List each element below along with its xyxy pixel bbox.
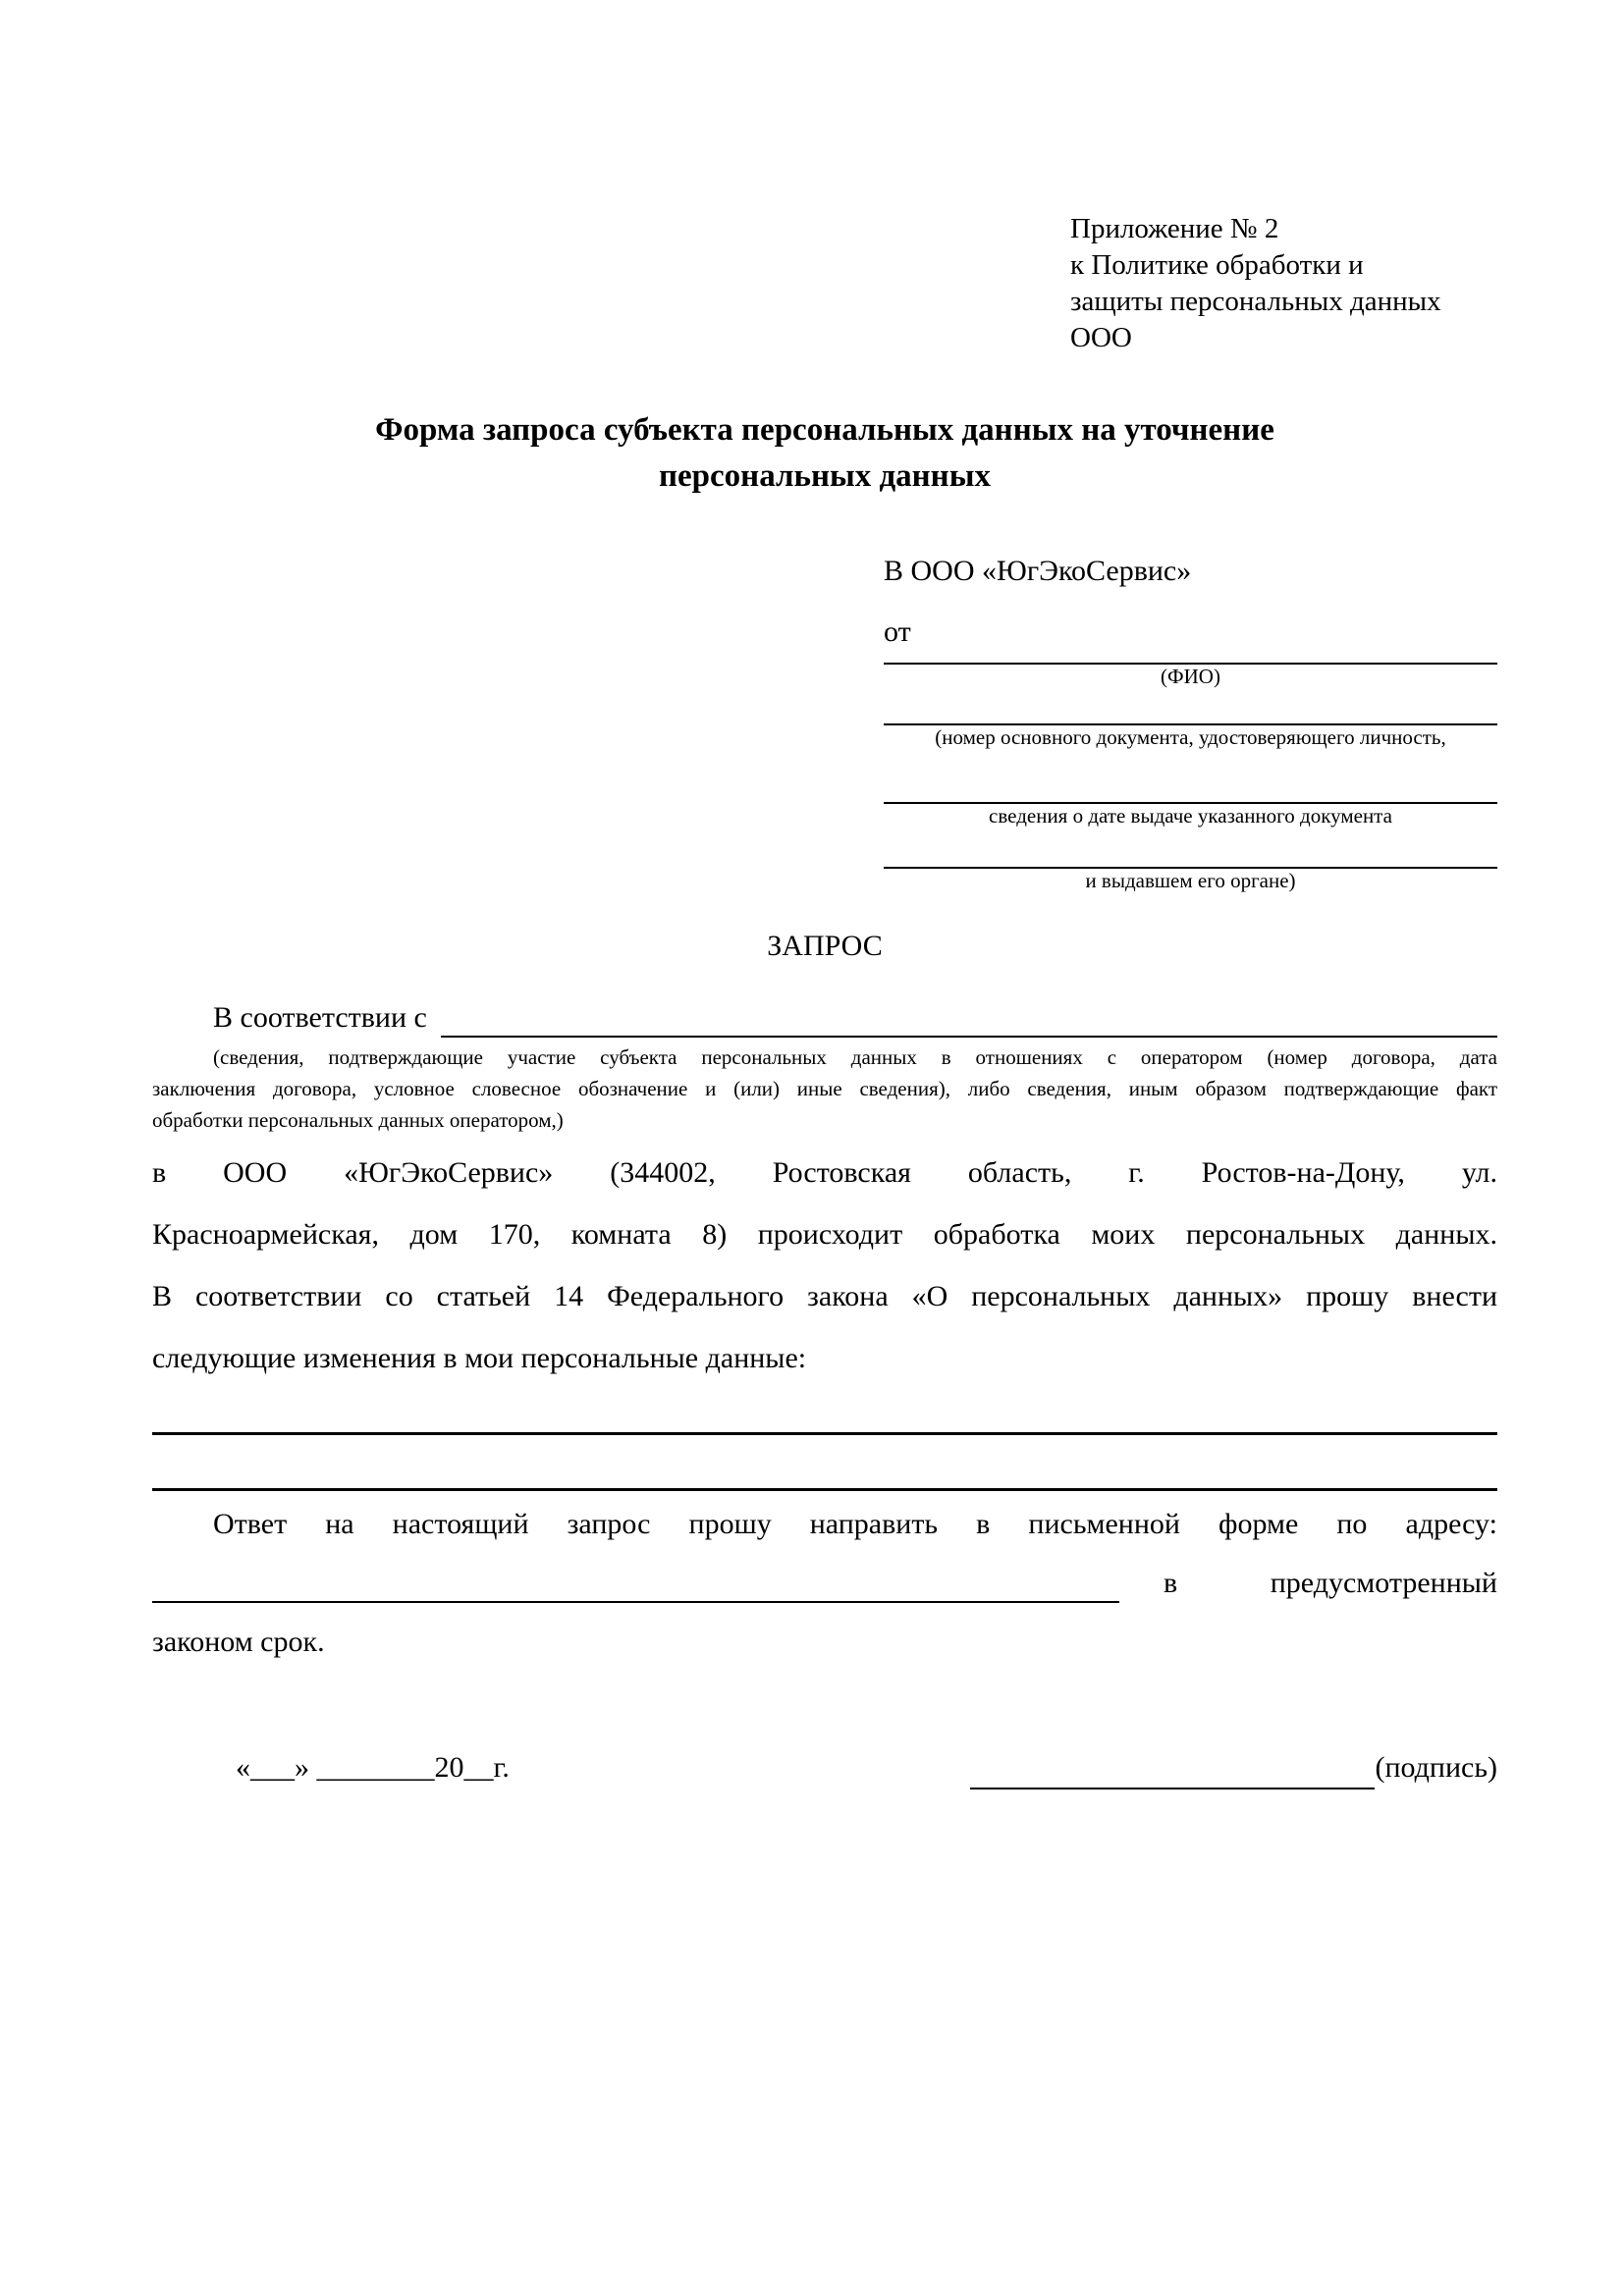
addressee-block bbox=[884, 541, 1497, 892]
footnote-line-3: обработки персональных данных оператором,) bbox=[152, 1108, 564, 1132]
appendix-note-line: Приложение № 2 bbox=[1070, 213, 1279, 244]
signature-blank-line[interactable] bbox=[970, 1748, 1375, 1789]
changes-blank-line-2[interactable] bbox=[152, 1435, 1497, 1491]
recipient-line: В ООО «ЮгЭкоСервис» bbox=[884, 555, 1192, 587]
title-line-1: Форма запроса субъекта персональных данных на уточнение bbox=[375, 412, 1274, 448]
appendix-note-line: ООО bbox=[1070, 322, 1132, 353]
appendix-note-line: к Политике обработки и bbox=[1070, 249, 1364, 281]
reply-address-blank-line[interactable] bbox=[152, 1554, 1119, 1603]
reply-paragraph bbox=[152, 1495, 1497, 1672]
title-line-2: персональных данных bbox=[659, 458, 991, 494]
issuing-authority-field bbox=[884, 867, 1497, 892]
request-body bbox=[152, 1142, 1497, 1389]
reply-line-1: Ответ на настоящий запрос прошу направить в письменной форме по адресу: bbox=[213, 1508, 1497, 1540]
document-title bbox=[152, 407, 1497, 500]
reply-word-in: в bbox=[1164, 1567, 1178, 1599]
accordance-prefix: В соответствии с bbox=[213, 1001, 427, 1034]
doc-number-field bbox=[884, 723, 1497, 749]
accordance-row bbox=[152, 998, 1497, 1038]
issuing-authority-caption: и выдавшем его органе) bbox=[1085, 869, 1296, 892]
signature-caption: (подпись) bbox=[1375, 1751, 1497, 1784]
doc-number-caption: (номер основного документа, удостоверяющего личность, bbox=[935, 725, 1446, 749]
reply-line-2 bbox=[152, 1554, 1497, 1613]
from-label: от bbox=[884, 615, 911, 648]
changes-blank-line-1[interactable] bbox=[152, 1389, 1497, 1435]
date-signature-row bbox=[152, 1731, 1497, 1789]
signature-area bbox=[970, 1746, 1497, 1789]
request-heading: ЗАПРОС bbox=[767, 930, 883, 962]
footnote-line-1: (сведения, подтверждающие участие субъекта персональных данных в отношениях с оператором (номер договора, дата bbox=[213, 1045, 1497, 1069]
issue-date-caption: сведения о дате выдаче указанного документа bbox=[989, 804, 1392, 828]
body-line-1: в ООО «ЮгЭкоСервис» (344002, Ростовская область, г. Ростов-на-Дону, ул. bbox=[152, 1156, 1497, 1189]
reply-line-3: законом срок. bbox=[152, 1626, 325, 1658]
body-line-3: В соответствии со статьей 14 Федерального закона «О персональных данных» прошу внести bbox=[152, 1280, 1497, 1312]
appendix-note bbox=[1070, 211, 1497, 356]
fio-caption: (ФИО) bbox=[1161, 665, 1220, 688]
footnote-line-2: заключения договора, условное словесное обозначение и (или) иные сведения), либо сведения, иным образом подтверждающие факт bbox=[152, 1077, 1497, 1100]
appendix-note-line: защиты персональных данных bbox=[1070, 286, 1441, 317]
accordance-blank-line[interactable] bbox=[441, 1002, 1497, 1038]
body-line-2: Красноармейская, дом 170, комната 8) происходит обработка моих персональных данных. bbox=[152, 1218, 1497, 1251]
date-blank[interactable]: «___» ________20__г. bbox=[236, 1751, 510, 1784]
fio-field bbox=[884, 663, 1497, 688]
accordance-footnote bbox=[152, 1041, 1497, 1136]
body-line-4: следующие изменения в мои персональные данные: bbox=[152, 1342, 807, 1374]
issue-date-field bbox=[884, 802, 1497, 828]
reply-word-prescribed: предусмотренный bbox=[1270, 1567, 1497, 1599]
